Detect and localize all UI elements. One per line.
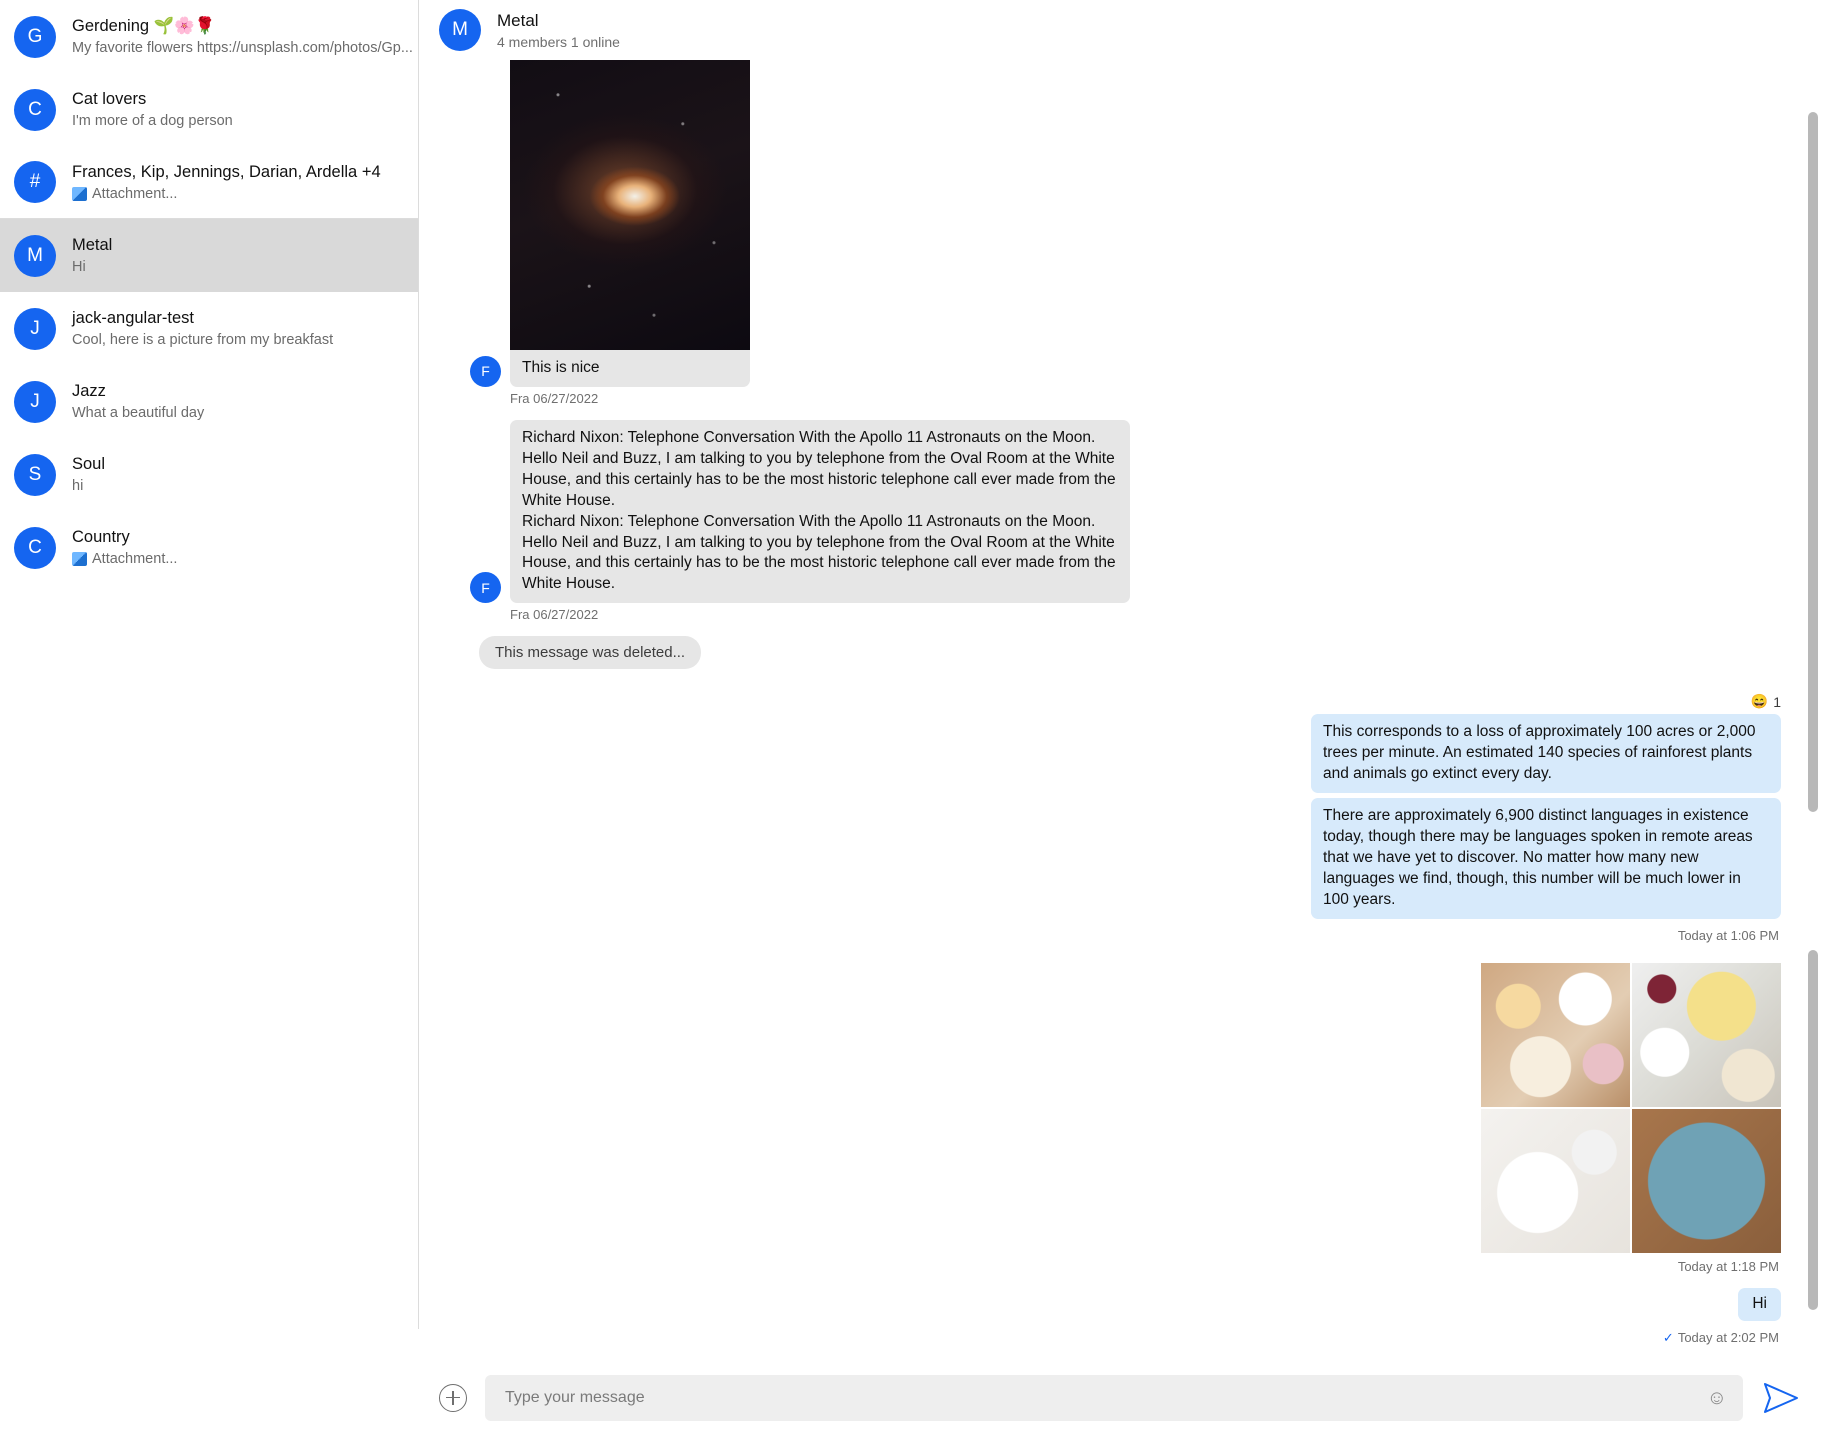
attachment-icon (72, 187, 87, 201)
reaction-count: 1 (1773, 693, 1781, 710)
conversation-preview-text: Attachment... (92, 185, 178, 202)
sidebar-item-gerdening[interactable] (0, 0, 418, 73)
conversation-preview (72, 478, 404, 494)
message-row-deleted (479, 636, 1781, 669)
conversation-title: Gerdening 🌱🌸🌹 (72, 17, 216, 35)
food-photo[interactable] (1632, 1109, 1781, 1253)
smiley-icon[interactable]: ☺ (1706, 1386, 1727, 1409)
food-photo[interactable] (1481, 1109, 1630, 1253)
sidebar-item-soul[interactable] (0, 438, 418, 511)
conversation-title: Jazz (72, 382, 106, 400)
reaction-badge[interactable] (1751, 693, 1781, 710)
message-timestamp: Fra 06/27/2022 (510, 607, 599, 623)
conversation-title: Soul (72, 455, 106, 473)
avatar: M (14, 235, 56, 277)
message-bubble[interactable] (510, 60, 750, 387)
send-icon (1764, 1383, 1798, 1413)
attachment-icon (72, 552, 87, 566)
conversation-title: Frances, Kip, Jennings, Darian, Ardella +4 (72, 162, 381, 181)
message-bubble[interactable] (510, 420, 1130, 603)
plus-circle-icon[interactable] (439, 1384, 467, 1412)
message-avatar: F (470, 356, 501, 387)
conversation-text (72, 236, 404, 275)
chat-header (419, 0, 1821, 60)
conversation-title: Cat lovers (72, 90, 147, 108)
conversation-text (72, 163, 404, 202)
send-button[interactable] (1761, 1378, 1801, 1418)
conversation-preview (72, 405, 404, 421)
message-row-outgoing-images (439, 963, 1781, 1288)
conversation-preview (72, 113, 404, 129)
message-timestamp: Today at 1:06 PM (1677, 927, 1779, 943)
message-row-incoming-photo (439, 60, 1781, 387)
conversation-preview (72, 40, 413, 56)
message-list[interactable] (419, 60, 1821, 1360)
conversation-preview-text: hi (72, 478, 84, 494)
message-row-outgoing-text (439, 693, 1781, 956)
message-row-incoming-text (439, 420, 1781, 603)
avatar: G (14, 16, 56, 58)
conversation-sidebar (0, 0, 419, 1329)
avatar: C (14, 89, 56, 131)
message-paragraph: Richard Nixon: Telephone Conversation With the Apollo 11 Astronauts on the Moon. Hello Neil and Buzz, I am talking to you by telephone from the Oval Room at the White House, and this certainly has to be the most historic telephone call ever made from the White House. (522, 428, 1116, 509)
message-timestamp: Today at 1:18 PM (1677, 1258, 1779, 1274)
avatar: J (14, 308, 56, 350)
message-paragraph: Richard Nixon: Telephone Conversation With the Apollo 11 Astronauts on the Moon. Hello Neil and Buzz, I am talking to you by telephone from the Oval Room at the White House, and this certainly has to be the most historic telephone call ever made from the White House. (522, 512, 1116, 593)
scrollbar-thumb-lower[interactable] (1808, 950, 1818, 1310)
conversation-preview (72, 551, 404, 567)
message-bubble[interactable]: This corresponds to a loss of approximately 100 acres or 2,000 trees per minute. An estimated 140 species of rainforest plants and animals go extinct every day. (1311, 714, 1781, 793)
food-photo[interactable] (1481, 963, 1630, 1107)
sidebar-item-jack-angular-test[interactable] (0, 292, 418, 365)
member-count: 4 members 1 online (497, 33, 620, 50)
food-photo[interactable] (1632, 963, 1781, 1107)
deleted-message: This message was deleted... (479, 636, 701, 669)
message-timestamp: Fra 06/27/2022 (510, 390, 599, 406)
conversation-text (72, 528, 404, 567)
message-avatar: F (470, 572, 501, 603)
conversation-preview-text: Hi (72, 259, 86, 275)
sidebar-item-cat-lovers[interactable] (0, 73, 418, 146)
avatar: J (14, 381, 56, 423)
conversation-title: jack-angular-test (72, 309, 194, 327)
avatar: S (14, 454, 56, 496)
message-composer (419, 1360, 1821, 1436)
chat-avatar: M (439, 9, 481, 51)
conversation-text (72, 382, 404, 421)
reaction-emoji: 😄 (1750, 693, 1769, 710)
nebula-photo[interactable] (510, 60, 750, 350)
conversation-text (72, 309, 404, 348)
page-title: Metal (497, 10, 539, 30)
conversation-preview-text: My favorite flowers https://unsplash.com/photos/Gp... (72, 40, 413, 56)
chat-header-text (497, 11, 620, 50)
conversation-preview-text: What a beautiful day (72, 405, 205, 421)
message-input-wrapper[interactable] (485, 1375, 1743, 1421)
sidebar-item-metal[interactable] (0, 219, 418, 292)
conversation-preview-text: Cool, here is a picture from my breakfast (72, 332, 334, 348)
photo-caption: This is nice (522, 359, 600, 376)
conversation-text (72, 455, 404, 494)
chat-panel (419, 0, 1821, 1409)
check-icon: ✓ (1662, 1329, 1674, 1345)
message-status-timestamp (1663, 1330, 1779, 1346)
message-row-outgoing-hi (439, 1288, 1781, 1360)
message-bubble[interactable]: There are approximately 6,900 distinct languages in existence today, though there may be languages spoken in remote areas that we have yet to discover. No matter how many new languages we find, though, this number will be much lower in 100 years. (1311, 798, 1781, 919)
conversation-text (72, 90, 404, 129)
avatar: # (14, 161, 56, 203)
scrollbar-thumb-upper[interactable] (1808, 112, 1818, 812)
conversation-preview (72, 259, 404, 275)
message-timestamp: Today at 2:02 PM (1677, 1329, 1779, 1345)
message-bubble[interactable]: Hi (1738, 1288, 1781, 1321)
sidebar-item-country[interactable] (0, 511, 418, 584)
message-input[interactable] (485, 1375, 1743, 1421)
conversation-title: Metal (72, 236, 113, 254)
sidebar-item-group-frances[interactable] (0, 146, 418, 219)
image-grid[interactable] (1481, 963, 1781, 1253)
conversation-preview (72, 332, 404, 348)
conversation-title: Country (72, 528, 130, 546)
avatar: C (14, 527, 56, 569)
conversation-preview (72, 186, 404, 202)
conversation-text (72, 17, 413, 56)
sidebar-item-jazz[interactable] (0, 365, 418, 438)
message-group (510, 60, 750, 387)
conversation-preview-text: Attachment... (92, 551, 178, 567)
message-group (510, 420, 1130, 603)
conversation-preview-text: I'm more of a dog person (72, 113, 233, 129)
